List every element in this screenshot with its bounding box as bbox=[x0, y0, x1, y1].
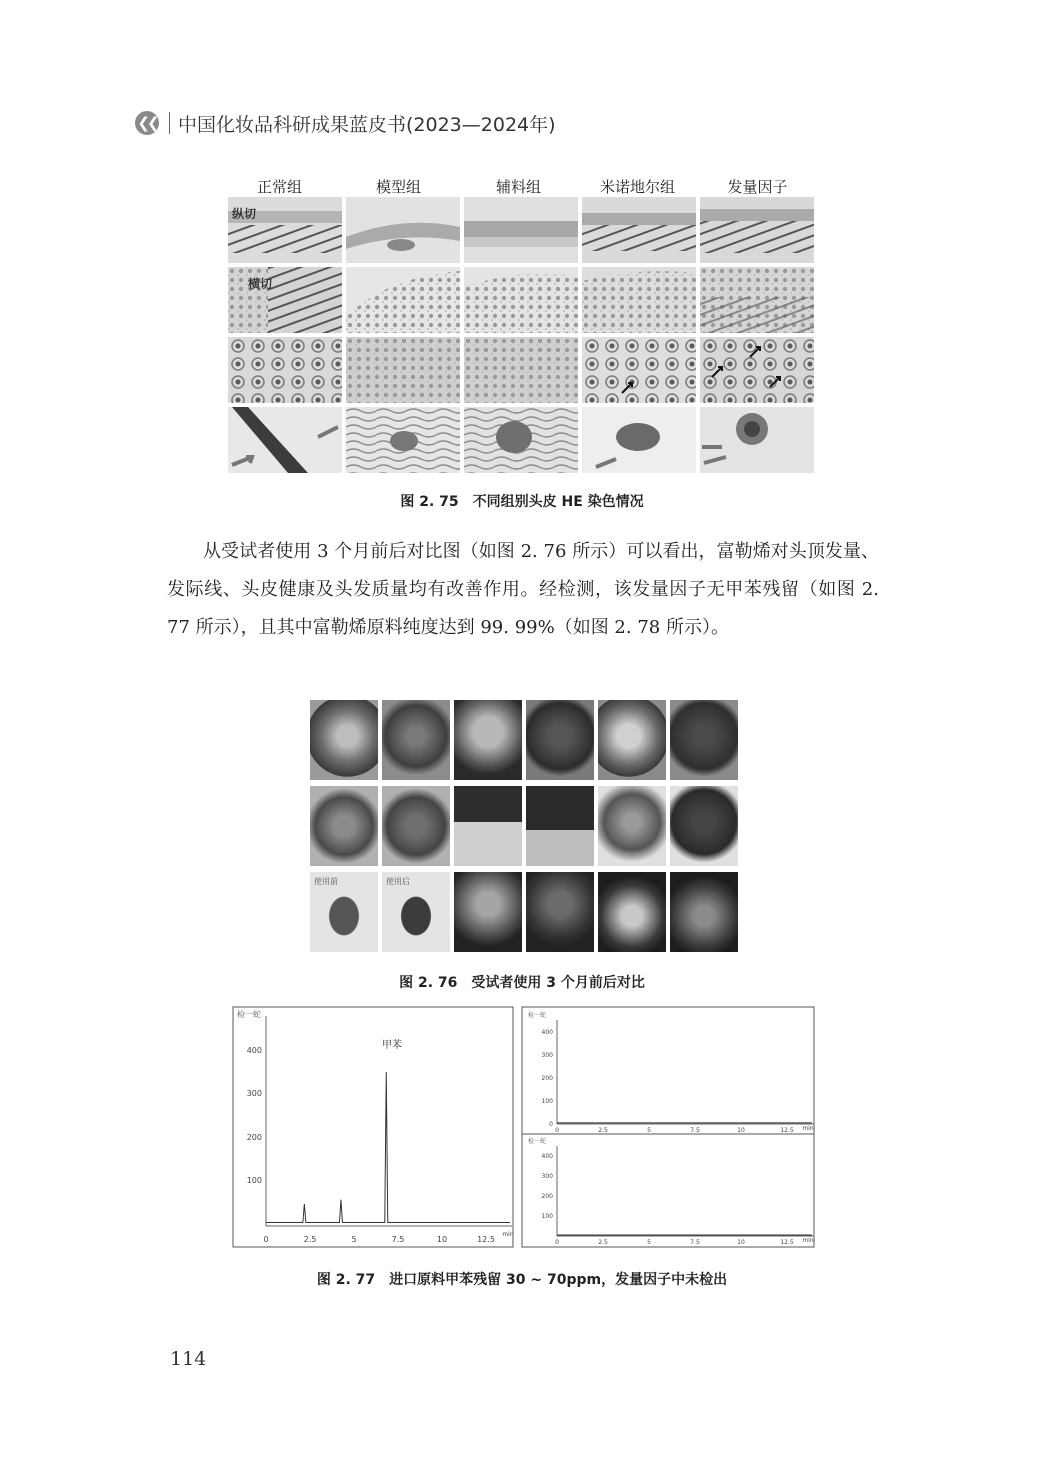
histology-grid bbox=[228, 197, 816, 473]
before-after-photo-grid bbox=[310, 700, 738, 954]
double-chevron-left-icon: ❮❮ bbox=[135, 111, 159, 135]
histology-minoxidil-magnified bbox=[582, 407, 696, 473]
tick-x-sample2-1: 2.5 bbox=[598, 1239, 608, 1246]
tick-y-sample1-0: 0 bbox=[549, 1121, 553, 1128]
scalp-photo-r3c6 bbox=[670, 872, 738, 952]
tick-x-sample2-2: 5 bbox=[647, 1239, 651, 1246]
scalp-photo-r1c5 bbox=[598, 700, 666, 780]
header-divider bbox=[169, 112, 170, 134]
histology-hair-factor-magnified bbox=[700, 407, 814, 473]
toluene-peak-label: 甲苯 bbox=[382, 1040, 402, 1051]
tick-x-sample1-0: 0 bbox=[555, 1127, 559, 1134]
tick-x-import-5: 12.5 bbox=[477, 1235, 495, 1244]
scalp-photo-r2c5 bbox=[598, 786, 666, 866]
col-label-vehicle: 辅料组 bbox=[495, 178, 541, 196]
tick-y-sample1-1: 100 bbox=[541, 1098, 553, 1105]
tick-y-import-1: 200 bbox=[246, 1133, 262, 1142]
col-label-normal: 正常组 bbox=[256, 178, 302, 196]
scalp-photo-r2c2 bbox=[382, 786, 450, 866]
chromatogram-frame-sample-2 bbox=[522, 1134, 814, 1247]
figure-77-caption: 图 2. 77 进口原料甲苯残留 30 ~ 70ppm，发量因子中未检出 bbox=[316, 1272, 728, 1288]
tick-x-import-2: 5 bbox=[351, 1235, 357, 1244]
histology-vehicle-transverse bbox=[464, 267, 578, 333]
histology-normal-follicles bbox=[228, 337, 342, 403]
tick-y-import-2: 300 bbox=[246, 1089, 262, 1098]
histology-model-follicles bbox=[346, 337, 460, 403]
histology-normal-magnified bbox=[228, 407, 342, 473]
scalp-photo-r3c3 bbox=[454, 872, 522, 952]
corner-label-import: 检一蛇 bbox=[237, 1010, 261, 1019]
corner-label-sample-1: 检一蛇 bbox=[528, 1012, 547, 1019]
histology-model-longitudinal bbox=[346, 197, 460, 263]
tick-x-sample2-4: 10 bbox=[737, 1239, 745, 1246]
histology-hair-factor-longitudinal bbox=[700, 197, 814, 263]
tick-x-import-0: 0 bbox=[263, 1235, 269, 1244]
header-title: 中国化妆品科研成果蓝皮书(2023—2024年) bbox=[178, 113, 556, 136]
tick-x-sample2-0: 0 bbox=[555, 1239, 559, 1246]
histology-minoxidil-transverse bbox=[582, 267, 696, 333]
tick-y-sample1-3: 300 bbox=[541, 1052, 553, 1059]
histology-vehicle-magnified bbox=[464, 407, 578, 473]
chromatogram-trace-import bbox=[266, 1072, 510, 1222]
scalp-photo-r1c1 bbox=[310, 700, 378, 780]
scalp-photo-r3c4 bbox=[526, 872, 594, 952]
tick-y-sample1-2: 200 bbox=[541, 1075, 553, 1082]
col-label-model: 模型组 bbox=[375, 178, 421, 196]
tick-x-sample1-2: 5 bbox=[647, 1127, 651, 1134]
tick-x-sample1-3: 7.5 bbox=[690, 1127, 700, 1134]
x-unit-sample-1: min bbox=[802, 1125, 814, 1132]
scalp-photo-r3c2 bbox=[382, 872, 450, 952]
histology-hair-factor-follicles bbox=[700, 337, 814, 403]
tick-x-sample2-5: 12.5 bbox=[780, 1239, 794, 1246]
scalp-photo-r2c4 bbox=[526, 786, 594, 866]
tick-x-sample1-4: 10 bbox=[737, 1127, 745, 1134]
tick-x-import-3: 7.5 bbox=[391, 1235, 405, 1244]
histology-model-transverse bbox=[346, 267, 460, 333]
tick-y-sample2-1: 200 bbox=[541, 1193, 553, 1200]
tick-y-sample2-0: 100 bbox=[541, 1213, 553, 1220]
scalp-photo-r2c6 bbox=[670, 786, 738, 866]
scalp-photo-r3c1 bbox=[310, 872, 378, 952]
figure-76-caption: 图 2. 76 受试者使用 3 个月前后对比 bbox=[399, 975, 645, 991]
scalp-photo-r1c6 bbox=[670, 700, 738, 780]
col-label-minoxidil: 米诺地尔组 bbox=[599, 178, 675, 196]
tick-x-import-4: 10 bbox=[436, 1235, 448, 1244]
running-header bbox=[135, 108, 556, 138]
histology-model-magnified bbox=[346, 407, 460, 473]
scalp-photo-r1c3 bbox=[454, 700, 522, 780]
body-paragraph: 从受试者使用 3 个月前后对比图（如图 2. 76 所示）可以看出，富勒烯对头顶发量、发际线、头皮健康及头发质量均有改善作用。经检测，该发量因子无甲苯残留（如图 2. 77 所示），且其中富勒烯原料纯度达到 99. 99%（如图 2. 78 所示）。 bbox=[167, 541, 879, 638]
col-label-hair-factor: 发量因子 bbox=[727, 178, 788, 196]
photo-tag-after: 使用后 bbox=[386, 877, 410, 886]
tick-x-sample1-5: 12.5 bbox=[780, 1127, 794, 1134]
scalp-photo-r2c3 bbox=[454, 786, 522, 866]
figure-75-caption: 图 2. 75 不同组别头皮 HE 染色情况 bbox=[400, 494, 644, 510]
x-unit-sample-2: min bbox=[802, 1237, 814, 1244]
tick-y-sample1-4: 400 bbox=[541, 1029, 553, 1036]
chromatogram-frame-sample-1 bbox=[522, 1007, 814, 1134]
x-unit-import: min bbox=[502, 1231, 514, 1238]
histology-hair-factor-transverse bbox=[700, 267, 814, 333]
tick-y-sample2-3: 400 bbox=[541, 1153, 553, 1160]
tick-x-sample1-1: 2.5 bbox=[598, 1127, 608, 1134]
histology-vehicle-longitudinal bbox=[464, 197, 578, 263]
tick-y-sample2-2: 300 bbox=[541, 1173, 553, 1180]
histology-minoxidil-follicles bbox=[582, 337, 696, 403]
chromatogram-frame-import bbox=[233, 1007, 513, 1247]
row-tag-longitudinal: 纵切 bbox=[232, 207, 257, 221]
histology-normal-longitudinal bbox=[228, 197, 342, 263]
photo-tag-before: 使用前 bbox=[314, 877, 338, 886]
scalp-photo-r2c1 bbox=[310, 786, 378, 866]
chromatogram-figure bbox=[232, 1006, 816, 1250]
row-tag-transverse: 横切 bbox=[248, 277, 273, 291]
histology-vehicle-follicles bbox=[464, 337, 578, 403]
histology-minoxidil-longitudinal bbox=[582, 197, 696, 263]
tick-x-import-1: 2.5 bbox=[303, 1235, 317, 1244]
scalp-photo-r3c5 bbox=[598, 872, 666, 952]
scalp-photo-r1c4 bbox=[526, 700, 594, 780]
tick-y-import-0: 100 bbox=[246, 1176, 262, 1185]
tick-y-import-3: 400 bbox=[246, 1046, 262, 1055]
scalp-photo-r1c2 bbox=[382, 700, 450, 780]
page-number: 114 bbox=[170, 1348, 207, 1370]
tick-x-sample2-3: 7.5 bbox=[690, 1239, 700, 1246]
histology-normal-transverse bbox=[228, 267, 342, 333]
corner-label-sample-2: 检一蛇 bbox=[528, 1138, 547, 1145]
